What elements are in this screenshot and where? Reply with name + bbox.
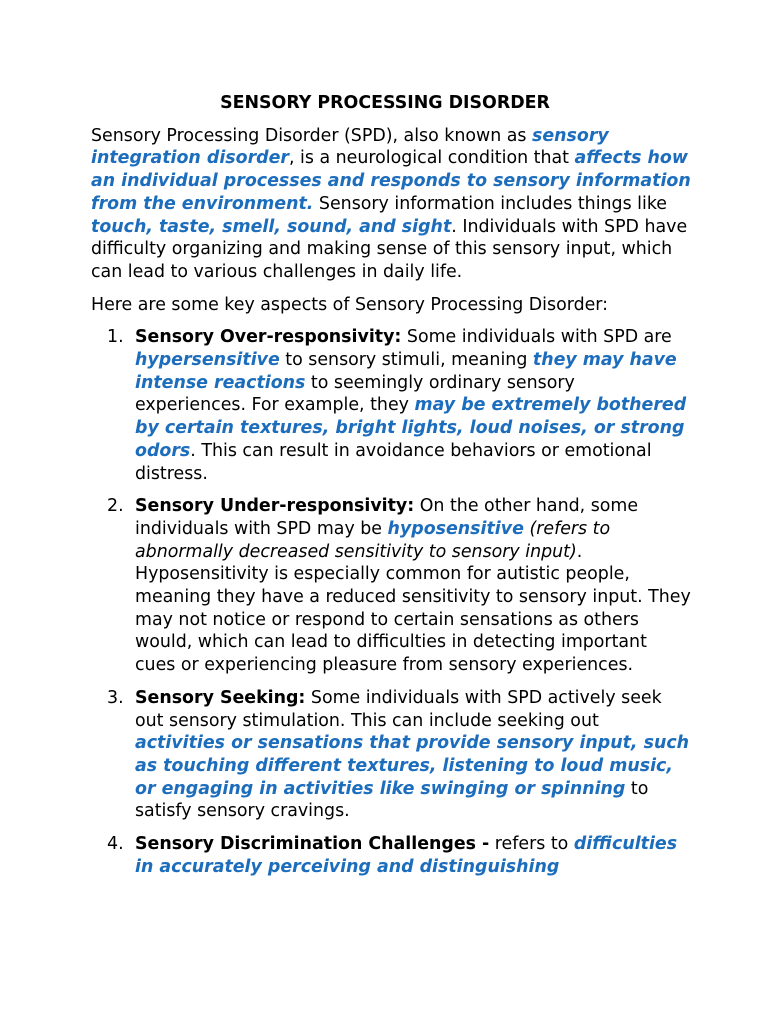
list-number: 1. xyxy=(107,327,124,348)
item-heading: Sensory Seeking: xyxy=(135,687,306,708)
item-highlight: may be extremely bothered by certain textures, bright lights, loud noises, or strong odors xyxy=(135,395,687,461)
document-page xyxy=(91,92,691,889)
intro-text-2: , is a neurological condition that xyxy=(288,148,575,169)
item-text: Some individuals with SPD actively seek out sensory stimulation. This can include seeking out xyxy=(135,687,662,731)
aspects-list xyxy=(91,326,691,878)
item-highlight: difficulties in accurately perceiving and distinguishing xyxy=(135,834,678,877)
intro-highlight-2: affects how an individual processes and responds to sensory information from the environment. xyxy=(91,148,691,214)
item-highlight: activities or sensations that provide sensory input, such as touching different textures, listening to loud music, or engaging in activities like swinging or spinning xyxy=(135,733,690,799)
list-number: 2. xyxy=(107,496,124,517)
list-item xyxy=(91,495,691,677)
lead-paragraph: Here are some key aspects of Sensory Processing Disorder: xyxy=(91,294,609,315)
item-heading: Sensory Discrimination Challenges - xyxy=(135,834,490,855)
item-highlight: hypersensitive xyxy=(135,350,280,371)
intro-text-1: Sensory Processing Disorder (SPD), also known as xyxy=(91,125,533,146)
item-text: to satisfy sensory cravings. xyxy=(135,778,649,822)
intro-text-3: Sensory information includes things like xyxy=(313,193,667,214)
intro-paragraph xyxy=(91,125,691,284)
item-text: to sensory stimuli, meaning xyxy=(279,350,533,371)
document-title: SENSORY PROCESSING DISORDER xyxy=(220,93,550,113)
item-italic: (refers to abnormally decreased sensitivity to sensory input) xyxy=(135,518,611,562)
item-heading: Sensory Under-responsivity: xyxy=(135,496,415,517)
list-number: 4. xyxy=(107,834,124,855)
intro-highlight-1: sensory integration disorder xyxy=(91,125,609,169)
item-text: . This can result in avoidance behaviors or emotional distress. xyxy=(135,440,652,484)
item-text: refers to xyxy=(489,834,574,855)
item-highlight: hyposensitive xyxy=(387,518,524,539)
list-item xyxy=(91,833,691,878)
item-text: Some individuals with SPD are xyxy=(401,327,672,348)
item-text: . Hyposensitivity is especially common for autistic people, meaning they have a reduced sensitivity to sensory input. They may not notice or respond to certain sensations as others would, which can lead to difficulties in detecting important cues or experiencing pleasure from sensory experiences. xyxy=(135,541,691,676)
item-text: On the other hand, some individuals with SPD may be xyxy=(135,496,639,539)
intro-text-4: . Individuals with SPD have difficulty organizing and making sense of this sensory input, which can lead to various challenges in daily life. xyxy=(91,216,688,282)
list-item xyxy=(91,687,691,823)
item-highlight: they may have intense reactions xyxy=(135,350,677,393)
list-item xyxy=(91,326,691,485)
list-number: 3. xyxy=(107,687,124,708)
item-text: to seemingly ordinary sensory experiences. For example, they xyxy=(135,372,575,416)
intro-highlight-3: touch, taste, smell, sound, and sight xyxy=(91,216,452,237)
item-heading: Sensory Over-responsivity: xyxy=(135,327,402,348)
